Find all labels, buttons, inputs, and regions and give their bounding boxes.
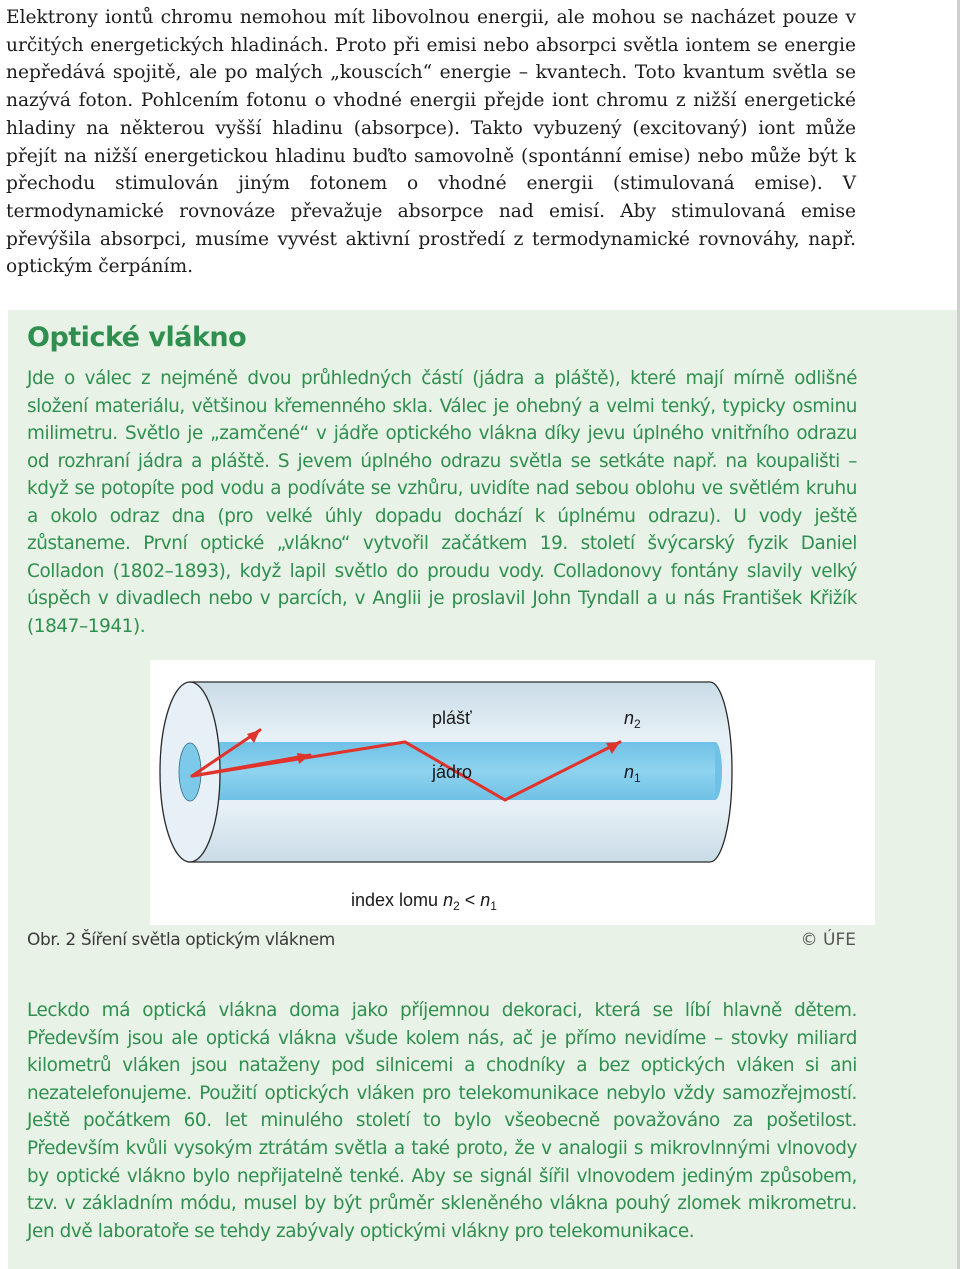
label-refractive-index: index lomu $n_2 < n_1$ xyxy=(351,890,497,913)
label-n2: $n_2$ xyxy=(624,708,641,731)
box-title: Optické vlákno xyxy=(27,322,247,353)
box-paragraph: Jde o válec z nejméně dvou průhledných částí (jádra a pláště), které mají mírně odlišné složení materiálu, většinou křemenného skla. Válec je ohebný a velmi tenký, typicky osminu milimetru. Světlo je „zamčené“ v jádře optického vlákna díky jevu úplného vnitřního odrazu od rozhraní jádra a pláště. S jevem úplného odrazu světla se setkáte např. na koupališti – když se potopíte pod vodu a podíváte se vzhůru, uvidíte nad sebou oblohu ve světlém kruhu a okolo odraz dna (pro velké úhly dopadu dochází k úplnému odrazu). U vody ještě zůstaneme. První optické „vlákno“ vytvořil začátkem 19. století švýcarský fyzik Daniel Colladon (1802–1893), když lapil světlo do proudu vody. Colladonovy fontány slavily velký úspěch v divadlech nebo v parcích, v Anglii je proslavil John Tyndall a u nás František Křižík (1847–1941). xyxy=(27,368,857,637)
fiber-diagram xyxy=(150,660,875,925)
label-core: jádro xyxy=(432,762,473,782)
label-n1: $n_1$ xyxy=(624,762,641,785)
figure-credit: © ÚFE xyxy=(800,930,856,950)
figure-caption: Obr. 2 Šíření světla optickým vláknem xyxy=(27,930,335,950)
label-cladding: plášť xyxy=(432,708,472,728)
intro-paragraph: Elektrony iontů chromu nemohou mít libovolnou energii, ale mohou se nacházet pouze v určitých energetických hladinách. Proto při emisi nebo absorpci světla iontem se energie nepředává spojitě, ale po malých „kouscích“ energie – kvantech. Toto kvantum světla se nazývá foton. Pohlcením fotonu o vhodné energii přejde iont chromu z nižší energetické hladiny na některou vyšší hladinu (absorpce). Takto vybuzený (excitovaný) iont může přejít na nižší energetickou hladinu buďto samovolně (spontánní emise) nebo může být k přechodu stimulován jiným fotonem o vhodné energii (stimulovaná emise). V termodynamické rovnováze převažuje absorpce nad emisí. Aby stimulovaná emise převýšila absorpci, musíme vyvést aktivní prostředí z termodynamické rovnováhy, např. optickým čerpáním. xyxy=(6,7,856,278)
bottom-paragraph: Leckdo má optická vlákna doma jako příjemnou dekoraci, která se líbí hlavně dětem. Především jsou ale optická vlákna všude kolem nás, ač je přímo nevidíme – stovky miliard kilometrů vláken jsou nataženy pod silnicemi a chodníky a bez optických vláken si ani nezatelefonujeme. Použití optických vláken pro telekomunikace nebylo vždy samozřejmostí. Ještě počátkem 60. let minulého století to bylo všeobecně považováno za pošetilost. Především kvůli vysokým ztrátám světla a také proto, že v analogii s mikrovlnnými vlnovody by optické vlákno bylo nepřijatelně tenké. Aby se signál šířil vlnovodem jediným způsobem, tzv. v základním módu, musel by být průměr skleněného vlákna pouhý zlomek mikrometru. Jen dvě laboratoře se tehdy zabývaly optickými vlákny pro telekomunikace. xyxy=(27,1000,857,1242)
